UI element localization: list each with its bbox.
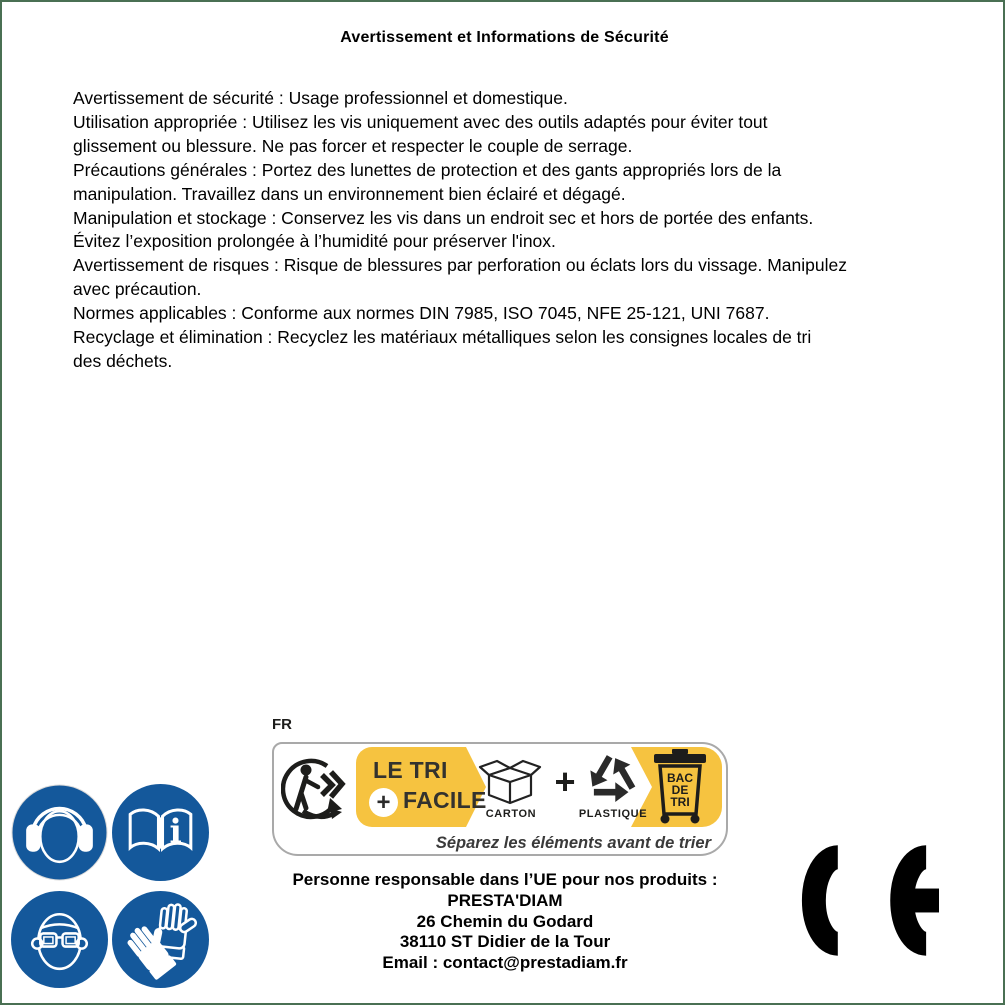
warning-line: Utilisation appropriée : Utilisez les vis uniquement avec des outils adaptés pour éviter tout [73,111,768,132]
page-title: Avertissement et Informations de Sécurité [340,29,669,46]
warning-line: Normes applicables : Conforme aux normes DIN 7985, ISO 7045, NFE 25-121, UNI 7687. [73,303,770,324]
contact-email-line: Email : contact@prestadiam.fr [382,953,628,973]
wear-ear-protection-icon [11,784,108,881]
warning-text-block [73,87,973,374]
ce-marking [801,844,939,957]
materials-plus-sign: + [554,761,576,802]
read-instruction-manual-icon [112,784,209,881]
plastique-label: PLASTIQUE [578,808,648,820]
wear-eye-protection-icon [11,891,108,988]
yellow-sorting-strip [356,747,722,827]
warning-line: avec précaution. [73,279,202,300]
headline-facile: FACILE [403,787,487,813]
carton-box-icon [476,755,544,805]
bin-label-line: BAC [667,771,693,785]
recycling-sorting-banner [272,742,728,856]
responsible-line: Personne responsable dans l’UE pour nos produits : [292,870,718,889]
company-name: PRESTA'DIAM [447,890,563,910]
warning-line: Précautions générales : Portez des lunettes de protection et des gants appropriés lors de la [73,159,782,180]
plus-badge: + [369,788,398,817]
manual-info-glyph: i [169,812,182,851]
sorting-bin-icon [653,749,707,827]
warning-line: manipulation. Travaillez dans un environnement bien éclairé et dégagé. [73,183,626,204]
wear-protective-gloves-icon [112,891,209,988]
warning-line: glissement ou blessure. Ne pas forcer et respecter le couple de serrage. [73,135,633,156]
address-line: 38110 ST Didier de la Tour [399,932,611,952]
sorting-tagline: Séparez les éléments avant de trier [435,834,711,852]
warning-line: Avertissement de risques : Risque de blessures par perforation ou éclats lors du vissage. Manipulez [73,255,847,276]
headline-le-tri: LE TRI [373,757,448,783]
warning-line: Avertissement de sécurité : Usage professionnel et domestique. [73,88,568,108]
warning-line: Évitez l’exposition prolongée à l’humidité pour préserver l'inox. [73,231,556,252]
address-line: 26 Chemin du Godard [416,911,594,931]
carton-label: CARTON [485,808,537,820]
plastic-recycling-icon [584,751,640,807]
warning-line: Manipulation et stockage : Conservez les vis dans un endroit sec et hors de portée des enfants. [73,207,814,228]
responsible-person-block [252,870,758,974]
warning-line: des déchets. [73,350,173,371]
bin-label-line: TRI [670,795,690,809]
warning-line: Recyclage et élimination : Recyclez les matériaux métalliques selon les consignes locales de tri [73,327,812,348]
triman-icon [281,751,355,847]
country-code-label: FR [272,716,292,733]
bin-label-line: DE [671,783,689,797]
